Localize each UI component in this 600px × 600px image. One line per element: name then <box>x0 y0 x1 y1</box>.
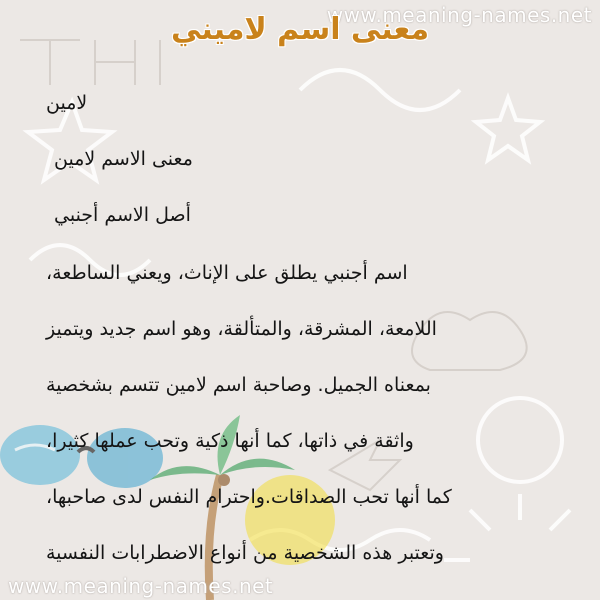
origin-line: أصل الاسم أجنبي <box>54 204 191 226</box>
meaning-heading-line: معنى الاسم لامين <box>54 148 193 170</box>
watermark-bottom: www.meaning-names.net <box>8 574 274 598</box>
description-line-6: وتعتبر هذه الشخصية من أنواع الاضطرابات النفسية <box>46 542 444 564</box>
description-line-3: بمعناه الجميل. وصاحبة اسم لامين تتسم بشخصية <box>46 374 431 396</box>
description-line-4: واثقة في ذاتها، كما أنها ذكية وتحب عملها كثيرا، <box>46 430 414 452</box>
watermark-top: www.meaning-names.net <box>326 3 592 27</box>
doodle-star-right <box>476 98 540 160</box>
doodle-circle <box>478 398 562 482</box>
description-line-5: كما أنها تحب الصداقات.واحترام النفس لدى صاحبها، <box>46 486 452 508</box>
doodle-sun-rays <box>444 494 570 560</box>
doodle-swirl-1 <box>300 70 460 110</box>
page-title: معنى اسم لاميني <box>170 12 430 47</box>
description-line-1: اسم أجنبي يطلق على الإناث، ويعني الساطعة، <box>46 262 408 284</box>
name-line: لامين <box>46 92 88 114</box>
description-line-2: اللامعة، المشرقة، والمتألقة، وهو اسم جديد ويتميز <box>46 318 437 340</box>
